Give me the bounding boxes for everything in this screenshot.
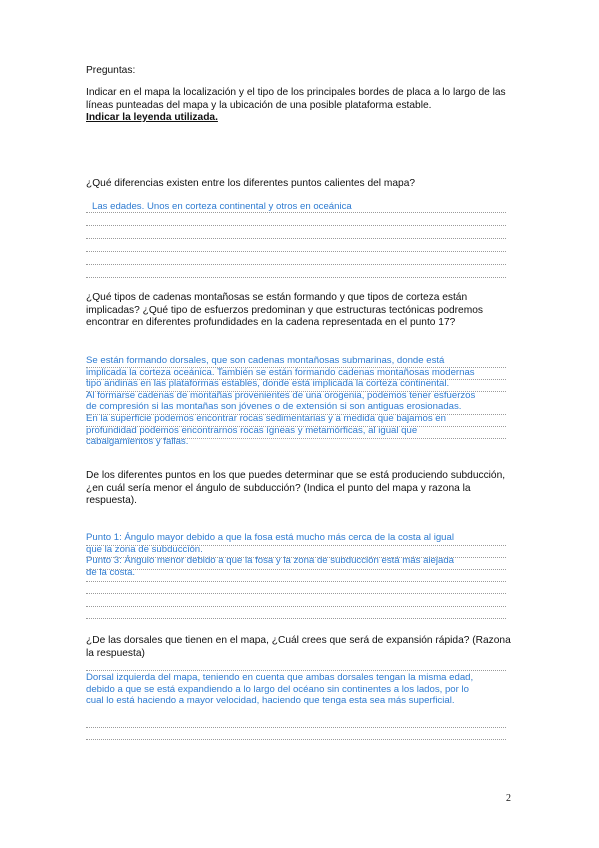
dotted-line bbox=[86, 379, 506, 392]
dotted-line bbox=[86, 581, 506, 594]
answer-1-text: Las edades. Unos en corteza continental y otros en oceánica bbox=[92, 201, 352, 212]
dotted-line bbox=[86, 426, 506, 439]
answer-2-line: En la superficie podemos encontrar rocas sedimentarias y a medida que bajamos en bbox=[86, 412, 446, 424]
dotted-line bbox=[86, 252, 506, 265]
intro-block bbox=[86, 87, 516, 125]
dotted-line bbox=[86, 606, 506, 619]
answer-4 bbox=[86, 672, 506, 707]
answer-2-line: Al formarse cadenas de montañas provenientes de una orogenia, podemos tener esfuerzos bbox=[86, 389, 476, 401]
answer-4-line: debido a que se está expandiendo a lo largo del océano sin continentes a los lados, por lo bbox=[86, 683, 469, 695]
answer-2-line: cabalgamientos y fallas. bbox=[86, 436, 189, 448]
intro-text: Indicar en el mapa la localización y el tipo de los principales bordes de placa a lo largo de las líneas punteadas del mapa y la ubicación de una posible plataforma estable. bbox=[86, 87, 506, 111]
dotted-line bbox=[86, 727, 506, 740]
answer-3-line: que la zona de subducción. bbox=[86, 543, 203, 555]
dotted-line bbox=[86, 239, 506, 252]
answer-4-line: Dorsal izquierda del mapa, teniendo en cuenta que ambas dorsales tengan la misma edad, bbox=[86, 672, 474, 683]
question-1: ¿Qué diferencias existen entre los diferentes puntos calientes del mapa? bbox=[86, 178, 416, 189]
dotted-line bbox=[86, 226, 506, 239]
page-number: 2 bbox=[506, 793, 511, 804]
answer-2-line: de compresión si las montañas son jóvenes o de extensión si son antiguas erosionadas. bbox=[86, 401, 462, 413]
answer-3-line: Punto 1: Ángulo mayor debido a que la fosa está mucho más cerca de la costa al igual bbox=[86, 532, 454, 543]
legend-instruction: Indicar la leyenda utilizada. bbox=[86, 112, 218, 123]
answer-3-line: de la costa. bbox=[86, 566, 136, 578]
answer-2-line: implicada la corteza oceánica. También se están formando cadenas montañosas modernas bbox=[86, 366, 475, 378]
question-4: ¿De las dorsales que tienen en el mapa, ¿Cuál crees que será de expansión rápida? (Razona la respuesta) bbox=[86, 635, 511, 659]
question-2: ¿Qué tipos de cadenas montañosas se están formando y que tipos de corteza están implicadas? ¿Qué tipo de esfuerzos predominan y que estructuras tectónicas podremos encontrar en diferentes profundidades en la cadena representada en el punto 17? bbox=[86, 292, 483, 328]
heading: Preguntas: bbox=[86, 65, 136, 76]
answer-2-line: Se están formando dorsales, que son cadenas montañosas submarinas, donde está bbox=[86, 355, 445, 366]
answer-2-line: profundidad podemos encontrarnos rocas ígneas y metamórficas, al igual que bbox=[86, 424, 418, 436]
question-3: De los diferentes puntos en los que puedes determinar que se está produciendo subducción, ¿en cuál sería menor el ángulo de subducción? (Indica el punto del mapa y razona la respuesta). bbox=[86, 470, 506, 506]
dotted-line bbox=[86, 265, 506, 278]
answer-3-line: Punto 3: Ángulo menor debido a que la fosa y la zona de subducción está más alejada bbox=[86, 555, 455, 567]
dotted-line bbox=[86, 213, 506, 226]
dotted-line bbox=[86, 658, 506, 671]
dotted-line bbox=[86, 200, 506, 213]
answer-4-line: cual lo está haciendo a mayor velocidad, haciendo que tenga esta sea más superficial. bbox=[86, 695, 455, 707]
answer-2-line: tipo andinas en las plataformas estables, donde está implicada la corteza continental. bbox=[86, 378, 450, 390]
